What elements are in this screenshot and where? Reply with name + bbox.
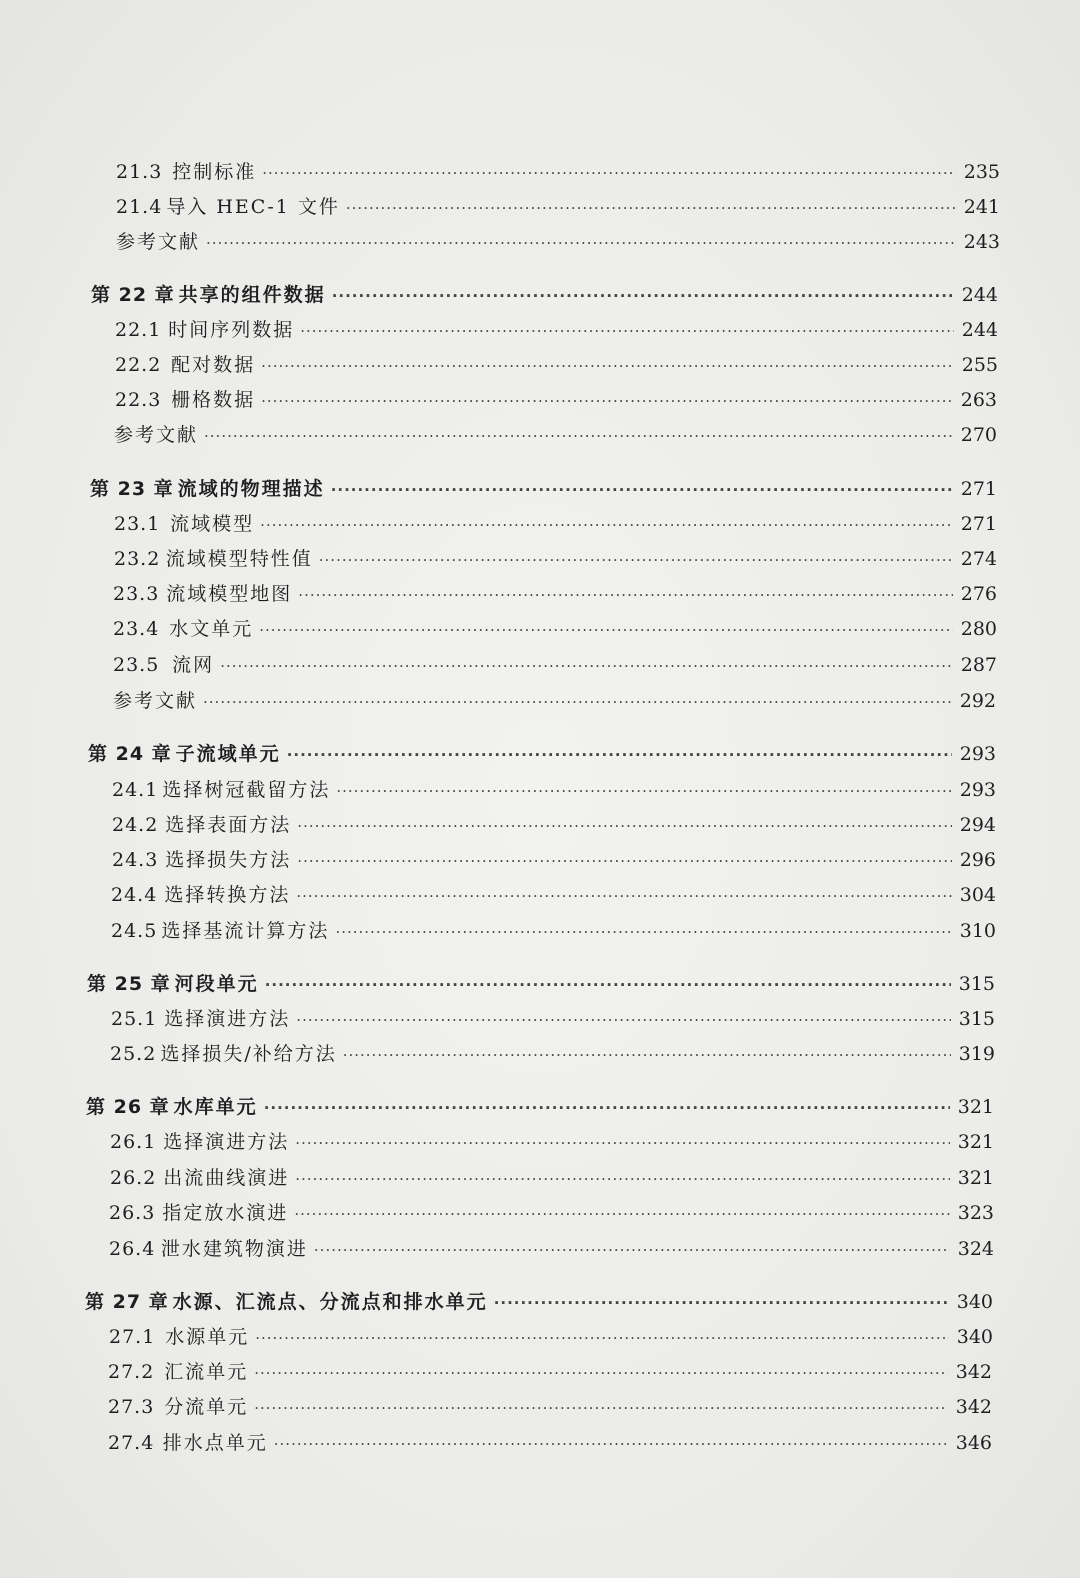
toc-section-entry [109,1196,994,1230]
page-number: 319 [958,1043,995,1065]
section-number: 24.5 [111,920,158,942]
section-number: 26.4 [109,1238,156,1260]
section-number: 22.1 [115,319,162,341]
toc-chapter-entry [86,1090,994,1124]
page-number: 270 [960,424,997,446]
dot-leader [298,578,953,612]
chapter-title: 水库单元 [173,1096,258,1118]
section-title: 选择损失方法 [165,849,292,871]
section-title: 选择损失/补给方法 [160,1043,337,1065]
section-title: 排水点单元 [162,1432,268,1454]
chapter-title: 流域的物理描述 [177,478,325,500]
page-number: 271 [960,513,997,535]
page-number: 321 [957,1131,994,1153]
toc-section-entry [109,1232,994,1266]
toc-references-entry [114,418,997,452]
section-title: 出流曲线演进 [163,1167,290,1189]
dot-leader [254,1391,948,1425]
toc-section-entry [111,1002,995,1036]
section-number: 21.4 [116,196,163,218]
dot-leader [297,844,952,878]
section-number: 22.2 [115,354,162,376]
page-number: 255 [961,354,998,376]
section-title: 流网 [172,654,215,676]
page-number: 296 [959,849,996,871]
section-number: 27.4 [108,1432,155,1454]
toc-section-entry [112,843,996,877]
section-number: 24.4 [111,884,158,906]
section-title: 分流单元 [164,1396,249,1418]
dot-leader [204,419,953,453]
page-number: 243 [963,231,1000,253]
page-number: 292 [959,690,996,712]
toc-chapter-entry [87,967,995,1001]
references-title: 参考文献 [113,690,198,712]
toc-section-entry [112,808,996,842]
toc-section-entry [115,313,998,347]
section-title: 选择表面方法 [165,814,292,836]
page-number: 274 [960,548,997,570]
dot-leader [295,1162,950,1196]
toc-chapter-entry [91,278,998,312]
dot-leader [331,473,953,507]
dot-leader [494,1286,949,1320]
toc-section-entry [110,1161,994,1195]
section-number: 23.2 [114,548,161,570]
section-number: 23.1 [114,513,161,535]
page-number: 293 [959,743,996,765]
page-number: 304 [959,884,996,906]
section-title: 控制标准 [172,161,257,183]
section-title: 指定放水演进 [162,1202,289,1224]
page-number: 263 [960,389,997,411]
page-number: 310 [959,920,996,942]
toc-section-entry [108,1426,992,1460]
page-number: 323 [957,1202,994,1224]
section-number: 24.1 [112,779,159,801]
section-title: 汇流单元 [164,1361,249,1383]
dot-leader [254,1356,948,1390]
page-number: 321 [957,1167,994,1189]
page-number: 244 [961,284,998,306]
page-number: 280 [960,618,997,640]
dot-leader [287,738,952,772]
page-number: 244 [961,319,998,341]
page-number: 340 [956,1326,993,1348]
chapter-number: 第 25 章 [87,973,171,995]
dot-leader [203,685,952,719]
chapter-title: 河段单元 [174,973,259,995]
toc-section-entry [109,1320,993,1354]
dot-leader [255,1321,949,1355]
section-number: 27.3 [108,1396,155,1418]
chapter-title: 水源、汇流点、分流点和排水单元 [172,1291,488,1313]
section-title: 水源单元 [165,1326,250,1348]
dot-leader [274,1427,948,1461]
page-number: 241 [963,196,1000,218]
page-number: 276 [960,583,997,605]
section-number: 25.2 [110,1043,157,1065]
toc-section-entry [108,1390,992,1424]
dot-leader [264,1091,950,1125]
toc-section-entry [112,773,996,807]
chapter-title: 共享的组件数据 [178,284,326,306]
toc-section-entry [115,383,997,417]
dot-leader [261,384,953,418]
dot-leader [206,226,956,260]
section-number: 21.3 [116,161,163,183]
toc-section-entry [116,155,1000,189]
page-number: 294 [959,814,996,836]
toc-section-entry [111,878,996,912]
section-title: 流域模型特性值 [165,548,313,570]
dot-leader [295,1126,950,1160]
section-title: 流域模型地图 [166,583,293,605]
dot-leader [220,649,953,683]
page-number: 315 [958,973,995,995]
toc-section-entry [114,542,997,576]
page-number: 324 [957,1238,994,1260]
page-number: 235 [963,161,1000,183]
page-number: 346 [955,1432,992,1454]
toc-section-entry [116,190,1000,224]
section-number: 25.1 [111,1008,158,1030]
dot-leader [343,1038,951,1072]
toc-references-entry [116,225,1000,259]
toc-section-entry [110,1125,994,1159]
section-title: 泄水建筑物演进 [160,1238,308,1260]
page-number: 293 [959,779,996,801]
dot-leader [261,349,954,383]
chapter-number: 第 26 章 [86,1096,170,1118]
dot-leader [262,156,956,190]
page-number: 287 [960,654,997,676]
references-title: 参考文献 [116,231,201,253]
chapter-number: 第 27 章 [85,1291,169,1313]
section-title: 流域模型 [170,513,255,535]
section-title: 导入 HEC-1 文件 [166,196,340,218]
dot-leader [314,1233,950,1267]
section-number: 27.1 [109,1326,156,1348]
toc-chapter-entry [90,472,997,506]
dot-leader [296,1003,951,1037]
toc-section-entry [115,348,998,382]
section-title: 时间序列数据 [168,319,295,341]
section-title: 选择演进方法 [163,1131,290,1153]
page-number: 342 [955,1396,992,1418]
section-number: 23.5 [113,654,160,676]
dot-leader [297,809,952,843]
section-title: 配对数据 [171,354,256,376]
dot-leader [294,1197,950,1231]
dot-leader [259,613,953,647]
chapter-title: 子流域单元 [175,743,281,765]
section-number: 24.3 [112,849,159,871]
toc-section-entry [113,577,997,611]
chapter-number: 第 23 章 [90,478,174,500]
dot-leader [265,968,951,1002]
section-number: 24.2 [112,814,159,836]
toc-section-entry [111,914,996,948]
dot-leader [319,543,953,577]
toc-chapter-entry [88,737,996,771]
page-number: 340 [956,1291,993,1313]
section-number: 23.3 [113,583,160,605]
page-number: 321 [957,1096,994,1118]
dot-leader [332,279,954,313]
section-number: 26.3 [109,1202,156,1224]
dot-leader [336,774,952,808]
dot-leader [296,879,952,913]
toc-section-entry [110,1037,995,1071]
section-number: 27.2 [108,1361,155,1383]
toc-section-entry [114,507,997,541]
page-number: 342 [955,1361,992,1383]
toc-section-entry [113,612,997,646]
chapter-number: 第 24 章 [88,743,172,765]
dot-leader [260,508,953,542]
section-title: 水文单元 [169,618,254,640]
section-title: 选择转换方法 [164,884,291,906]
dot-leader [346,191,956,225]
toc-section-entry [113,648,997,682]
page-number: 271 [960,478,997,500]
section-title: 选择树冠截留方法 [162,779,331,801]
toc-references-entry [113,684,996,718]
section-number: 22.3 [115,389,162,411]
references-title: 参考文献 [114,424,199,446]
section-number: 26.2 [110,1167,157,1189]
dot-leader [335,915,952,949]
page-number: 315 [958,1008,995,1030]
section-number: 23.4 [113,618,160,640]
section-title: 选择基流计算方法 [161,920,330,942]
section-number: 26.1 [110,1131,157,1153]
chapter-number: 第 22 章 [91,284,175,306]
toc-chapter-entry [85,1285,993,1319]
section-title: 选择演进方法 [164,1008,291,1030]
toc-section-entry [108,1355,992,1389]
section-title: 栅格数据 [171,389,256,411]
dot-leader [300,314,954,348]
